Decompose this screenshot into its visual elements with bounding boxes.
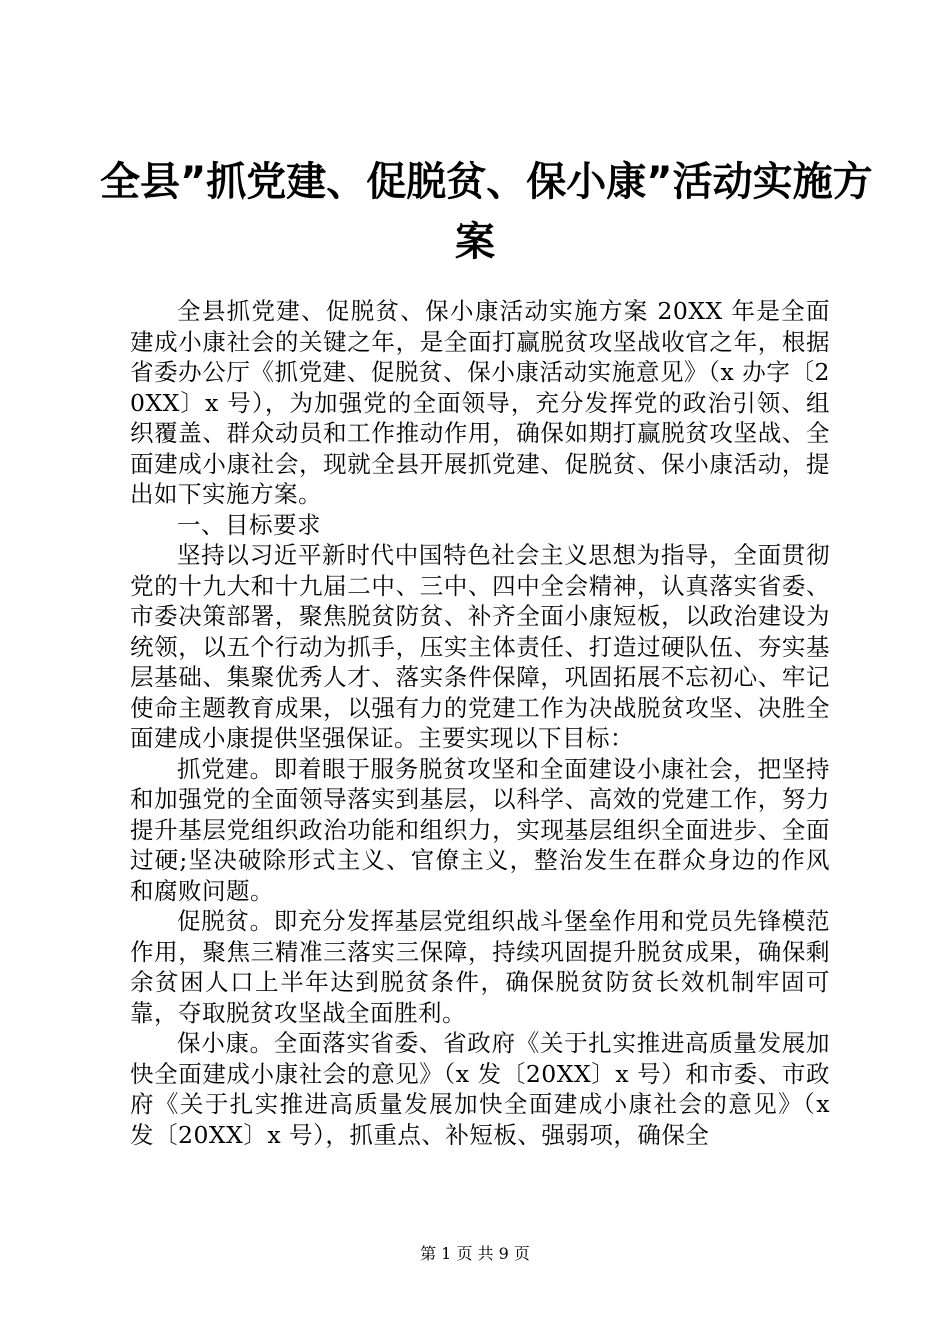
paragraph-poverty-alleviation: 促脱贫。即充分发挥基层党组织战斗堡垒作用和党员先锋模范作用，聚焦三精准三落实三保障，持续巩固提升脱贫成果，确保剩余贫困人口上半年达到脱贫条件，确保脱贫防贫长效机制牢固可靠，夺取脱贫攻坚战全面胜利。 xyxy=(130,907,830,1027)
section-heading-goals: 一、目标要求 xyxy=(177,510,321,539)
page-footer xyxy=(0,1244,950,1264)
paragraph-party-building: 抓党建。即着眼于服务脱贫攻坚和全面建设小康社会，把坚持和加强党的全面领导落实到基层，以科学、高效的党建工作，努力提升基层党组织政治功能和组织力，实现基层组织全面进步、全面过硬;坚决破除形式主义、官僚主义，整治发生在群众身边的作风和腐败问题。 xyxy=(130,754,830,905)
document-title-line-2: 案 xyxy=(455,219,495,265)
paragraph-intro: 全县抓党建、促脱贫、保小康活动实施方案 20XX 年是全面建成小康社会的关键之年，是全面打赢脱贫攻坚战收官之年，根据省委办公厅《抓党建、促脱贫、保小康活动实施意见》（x 办字〔20XX〕x 号），为加强党的全面领导，充分发挥党的政治引领、组织覆盖、群众动员和工作推动作用，确保如期打赢脱贫攻坚战、全面建成小康社会，现就全县开展抓党建、促脱贫、保小康活动，提出如下实施方案。 xyxy=(130,297,830,508)
paragraph-guiding-ideology: 坚持以习近平新时代中国特色社会主义思想为指导，全面贯彻党的十九大和十九届二中、三中、四中全会精神，认真落实省委、市委决策部署，聚焦脱贫防贫、补齐全面小康短板，以政治建设为统领，以五个行动为抓手，压实主体责任、打造过硬队伍、夯实基层基础、集聚优秀人才、落实条件保障，巩固拓展不忘初心、牢记使命主题教育成果，以强有力的党建工作为决战脱贫攻坚、决胜全面建成小康提供坚强保证。主要实现以下目标： xyxy=(130,541,830,752)
page-number-label: 第 1 页 共 9 页 xyxy=(420,1244,530,1263)
paragraph-moderate-prosperity: 保小康。全面落实省委、省政府《关于扎实推进高质量发展加快全面建成小康社会的意见》（x 发〔20XX〕x 号）和市委、市政府《关于扎实推进高质量发展加快全面建成小康社会的意见》（x 发〔20XX〕x 号），抓重点、补短板、强弱项，确保全 xyxy=(130,1029,830,1149)
document-title-line-1: 全县”抓党建、促脱贫、保小康”活动实施方 xyxy=(100,159,873,205)
document-body xyxy=(130,296,830,1150)
